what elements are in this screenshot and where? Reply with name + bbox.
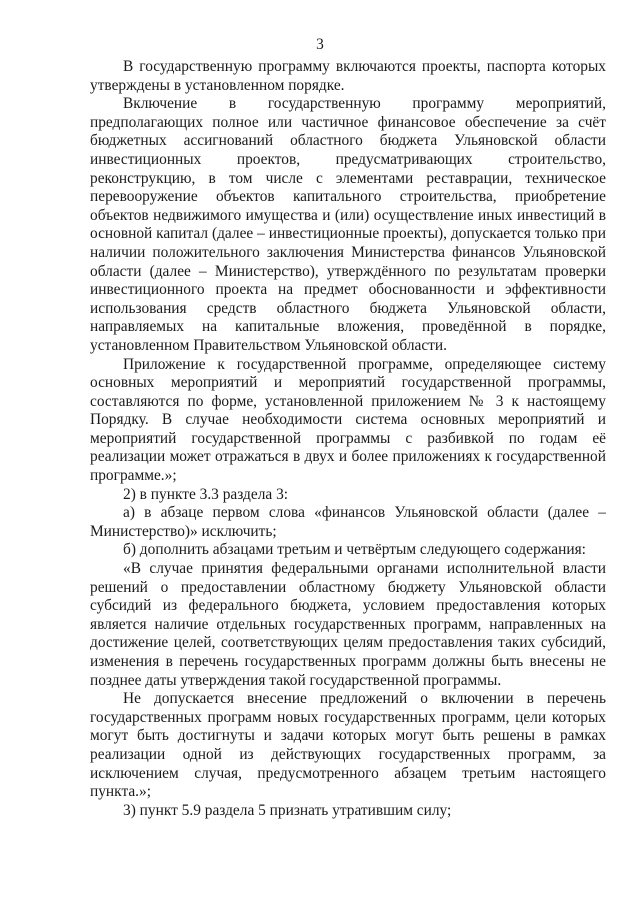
paragraph-item-2b: б) дополнить абзацами третьим и четвёртым следующего содержания:: [123, 541, 586, 559]
paragraph-projects-inclusion: В государственную программу включаются проекты, паспорта которых утверждены в установленном порядке.: [90, 58, 606, 94]
page-number: 3: [316, 36, 324, 53]
paragraph-item-2a: а) в абзаце первом слова «финансов Ульяновской области (далее – Министерство)» исключить;: [90, 504, 606, 540]
document-body: [90, 58, 606, 820]
paragraph-item-3: 3) пункт 5.9 раздела 5 признать утратившим силу;: [123, 801, 452, 819]
paragraph-investment-projects: Включение в государственную программу мероприятий, предполагающих полное или частичное финансовое обеспечение за счёт бюджетных ассигнований областного бюджета Ульяновской области инвестиционных проектов, предусматривающих строительство, реконструкцию, в том числе с элементами реставрации, техническое перевооружение объектов капитального строительства, приобретение объектов недвижимого имущества и (или) осуществление иных инвестиций в основной капитал (далее – инвестиционные проекты), допускается только при наличии положительного заключения Министерства финансов Ульяновской области (далее – Министерство), утверждённого по результатам проверки инвестиционного проекта на предмет обоснованности и эффективности использования средств областного бюджета Ульяновской области, направляемых на капитальные вложения, проведённой в порядке, установленном Правительством Ульяновской области.: [90, 95, 606, 354]
paragraph-item-2: 2) в пункте 3.3 раздела 3:: [123, 485, 289, 503]
paragraph-program-appendix: Приложение к государственной программе, определяющее систему основных мероприятий и мероприятий государственной программы, составляются по форме, установленной приложением № 3 к настоящему Порядку. В случае необходимости система основных мероприятий и мероприятий государственной программы с разбивкой по годам её реализации может отражаться в двух и более приложениях к государственной программе.»;: [90, 355, 606, 485]
paragraph-federal-subsidies: «В случае принятия федеральными органами исполнительной власти решений о предоставлении областному бюджету Ульяновской области субсидий из федерального бюджета, условием предоставления которых является наличие отдельных государственных программ, направленных на достижение целей, соответствующих целям предоставления таких субсидий, изменения в перечень государственных программ должны быть внесены не позднее даты утверждения такой государственной программы.: [90, 560, 606, 689]
paragraph-new-programs-restriction: Не допускается внесение предложений о включении в перечень государственных программ новых государственных программ, цели которых могут быть достигнуты и задачи которых могут быть решены в рамках реализации одной из действующих государственных программ, за исключением случая, предусмотренного абзацем третьим настоящего пункта.»;: [90, 690, 606, 801]
